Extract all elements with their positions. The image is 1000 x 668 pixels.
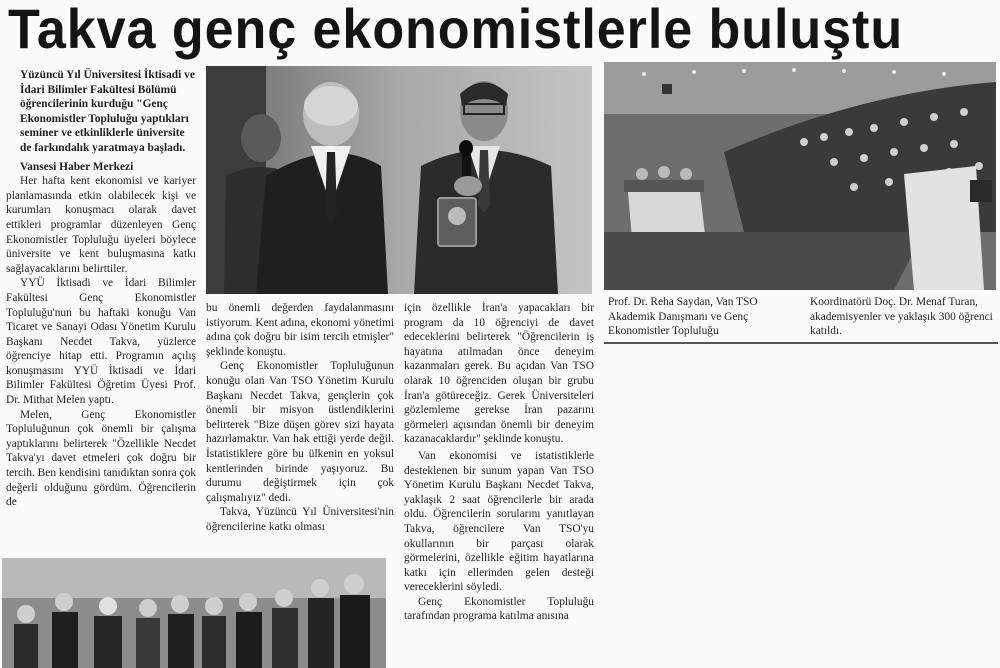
award-photo-image xyxy=(206,66,592,294)
col3-paragraph-2: Van ekonomisi ve istatistiklerle desteklenen bir sunum yapan Van TSO Yönetim Kurulu Başkanı Necdet Takva, yaklaşık 2 saat öğrencilerle bir arada oldu. Öğrencilerin sorularını yanıtlayan Takva, öğrencilere Van TSO'yu okullarının bir parçası olarak görmelerini, özellikle eğitim hayatlarına katkı için ellerinden gelen desteği vereceklerini söyledi. xyxy=(404,449,594,594)
article-column-1 xyxy=(6,68,196,510)
col3-paragraph-1: için özellikle İran'a yapacakları bir program da 10 öğrenciyi de davet edeceklerini belirterek "Öğrencilerin iş hayatına atılmadan önce deneyim kazanmaları gerek. Bu açıdan Van TSO olarak 10 öğrenciden oluşan bir grubu İran'a götüreceğiz. Gerek Üniversiteleri gözlemleme gerekse İran pazarını görmeleri açısından önemli bir deneyim kazanacaklardır" şeklinde konuştu. xyxy=(404,302,594,446)
headline: Takva genç ekonomistlerle buluştu xyxy=(8,0,904,60)
col3-paragraph-3: Genç Ekonomistler Topluluğu tarafından programa katılma anısına xyxy=(404,595,594,623)
group-photo-image xyxy=(2,558,386,668)
col2-paragraph-2: Genç Ekonomistler Topluluğunun konuğu olan Van TSO Yönetim Kurulu Başkanı Necdet Takva, gençlerin çok önemli bir misyon üstlendiklerini belirterek "Bize düşen görev sizi hayata hazırlamaktır. Van hak ettiği yerde değil. İstatistiklere göre bu ülkenin en yoksul kentlerinden birinde yaşıyoruz. Bu durumu değiştirmek için çok çalışmalıyız" dedi. xyxy=(206,360,394,504)
article-byline: Vansesi Haber Merkezi xyxy=(20,160,134,173)
article-column-3 xyxy=(404,301,594,624)
caption-divider xyxy=(604,342,998,344)
article-column-2 xyxy=(206,301,394,535)
photo-caption-left: Prof. Dr. Reha Saydan, Van TSO Akademik Danışmanı ve Genç Ekonomistler Topluluğu xyxy=(608,296,758,338)
photo-award-ceremony xyxy=(206,66,592,294)
col1-paragraph-2: YYÜ İktisadi ve İdari Bilimler Fakültesi Genç Ekonomistler Topluluğu'nun bu haftaki konuğu Van Ticaret ve Sanayi Odası Yönetim Kurulu Başkanı Necdet Takva, yüzlerce öğrenciye hitap etti. Programın açılış konuşmasını YYÜ İktisadi ve İdari Bilimler Fakültesi Öğretim Üyesi Prof. Dr. Mithat Melen yaptı. xyxy=(6,277,196,407)
col1-paragraph-1: Her hafta kent ekonomisi ve kariyer planlamasında etkin olabilecek kişi ve kurumları konuşmacı olarak davet ettikleri programlar düzenleyen Genç Ekonomistler Topluluğu üyeleri böylece üniversite ve kent buluşmasına katkı sağlayacaklarını belirttiler. xyxy=(6,175,196,275)
photo-caption-right: Koordinatörü Doç. Dr. Menaf Turan, akademisyenler ve yaklaşık 300 öğrenci katıldı. xyxy=(810,296,993,338)
article-lede: Yüzüncü Yıl Üniversitesi İktisadi ve İdari Bilimler Fakültesi Bölümü öğrencilerinin kurduğu "Genç Ekonomistler Topluluğu yaptıkları seminer ve etkinliklerle üniversite de farkındalık yaratmaya başladı. xyxy=(20,69,195,154)
photo-auditorium xyxy=(604,62,996,290)
photo-group xyxy=(2,558,386,668)
col2-paragraph-1: bu önemli değerden faydalanmasını istiyorum. Kent adına, ekonomi yönetimi adına çok doğru bir isim tercih etmişler" şeklinde konuştu. xyxy=(206,302,394,358)
col2-paragraph-3: Takva, Yüzüncü Yıl Üniversitesi'nin öğrencilerine katkı olması xyxy=(206,506,394,533)
col1-paragraph-3: Melen, Genç Ekonomistler Topluluğunun çok önemli bir çalışma yaptıklarını belirterek "Özellikle Necdet Takva'yı davet etmeleri çok doğru bir tercih. Ben kendisini tanıdıktan sonra çok değerli olduğunu gördüm. Öğrencilerin de xyxy=(6,408,196,509)
auditorium-photo-image xyxy=(604,62,996,290)
